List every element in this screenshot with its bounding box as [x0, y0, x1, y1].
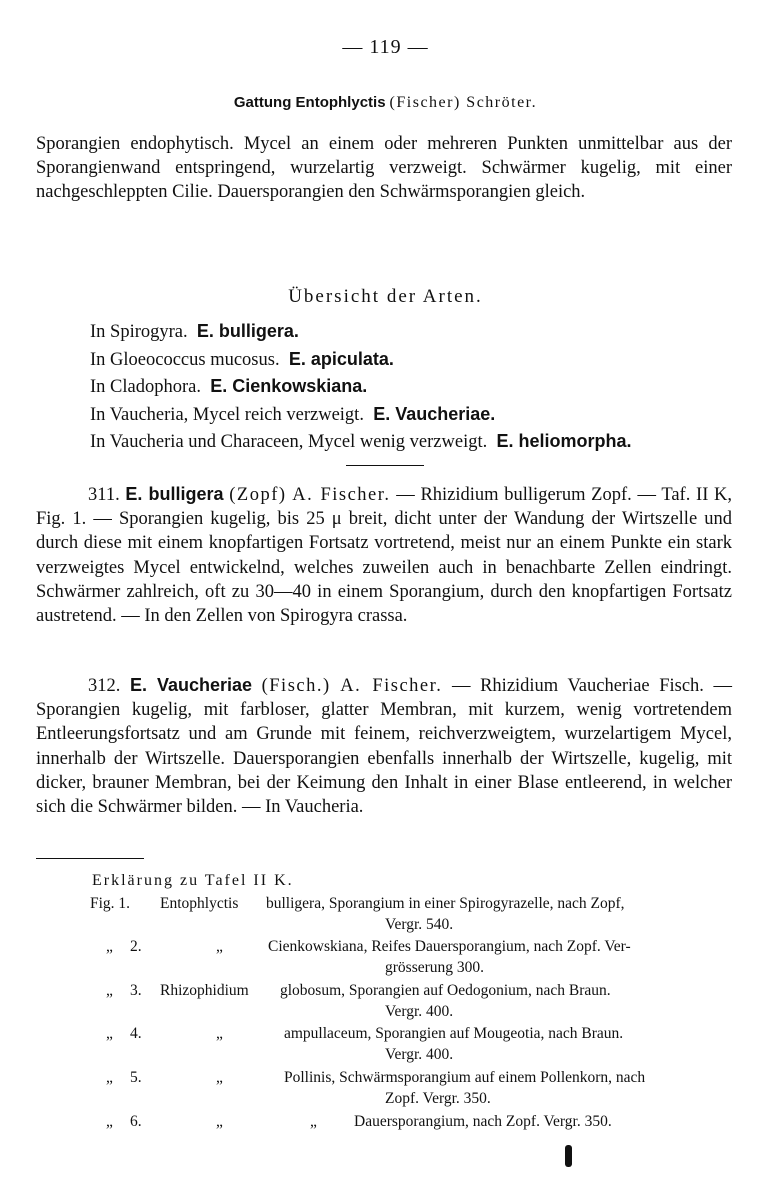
genus-author: (Fischer) Schröter. — [389, 94, 538, 111]
figure-text-cont: grösserung 300. — [385, 959, 485, 976]
ink-blot — [565, 1145, 572, 1167]
ditto-mark: „ — [216, 1025, 223, 1042]
species-name: E. Vaucheriae — [129, 675, 253, 695]
figure-text: globosum, Sporangien auf Oedogonium, nach Braun. — [280, 982, 611, 999]
figure-text: Dauersporangium, nach Zopf. Vergr. 350. — [354, 1113, 612, 1130]
species-name: E. bulligera — [125, 484, 224, 504]
overview-item: In Cladophora. E. Cienkowskiana. — [90, 376, 368, 397]
figure-label: 3. — [130, 982, 142, 999]
overview-item: In Vaucheria, Mycel reich verzweigt. E. Vaucheriae. — [90, 403, 496, 425]
ditto-mark: „ — [106, 1113, 113, 1130]
ditto-mark: „ — [216, 1113, 223, 1130]
species-number: 311. — [88, 485, 120, 505]
overview-item: In Gloeococcus mucosus. E. apiculata. — [90, 348, 394, 370]
section-divider — [346, 465, 424, 466]
genus-heading — [0, 94, 771, 112]
ditto-mark: „ — [106, 1025, 113, 1042]
figure-text-cont: Zopf. Vergr. 350. — [385, 1090, 491, 1107]
species-entry-312 — [36, 673, 732, 819]
species-author2: A. Fischer. — [340, 676, 443, 696]
figure-text-cont: Vergr. 400. — [385, 1046, 454, 1063]
figure-label: 4. — [130, 1025, 142, 1042]
genus-name: Gattung Entophlyctis — [233, 94, 386, 111]
genus-description: Sporangien endophytisch. Mycel an einem oder mehreren Punkten unmittelbar aus der Sporangienwand entspringend, wurzelartig verzweigt. Schwärmer kugelig, mit einer nachgeschleppten Cilie. Dauersporangien den Schwärmsporangien gleich. — [36, 134, 732, 203]
overview-item: In Spirogyra. E. bulligera. — [90, 321, 299, 342]
ditto-mark: „ — [106, 938, 113, 955]
species-number: 312. — [88, 676, 121, 696]
figure-text: Pollinis, Schwärmsporangium auf einem Pollenkorn, nach — [284, 1069, 646, 1086]
ditto-mark: „ — [310, 1113, 317, 1130]
species-text: — Rhizidium bulligerum Zopf. — Taf. II K, Fig. 1. — Sporangien kugelig, bis 25 μ breit, dicht unter der Wandung der Wirtszelle und durch diese mit einem knopfartigen Fortsatz vortretend, meist nur an einem Punkte ein stark verzweigtes Mycel entwickelnd, welches zuweilen auch in benachbarte Zellen eindringt. Schwärmer zahlreich, oft zu 30—40 in einem Sporangium, durch den knopfartigen Fortsatz austretend. — In den Zellen von Spirogyra crassa. — [36, 485, 733, 627]
figure-label: 6. — [130, 1113, 142, 1130]
page-number: — 119 — — [342, 36, 429, 58]
ditto-mark: „ — [106, 982, 113, 999]
plate-explanation-title: Erklärung zu Tafel II K. — [92, 872, 294, 889]
figure-text: bulligera, Sporangium in einer Spirogyrazelle, nach Zopf, — [266, 895, 625, 912]
species-author: (Zopf) — [229, 485, 287, 505]
figure-genus: Rhizophidium — [160, 982, 249, 999]
figure-label: 2. — [130, 938, 142, 955]
footnote-divider — [36, 858, 144, 859]
figure-text-cont: Vergr. 400. — [385, 1003, 454, 1020]
ditto-mark: „ — [216, 938, 223, 955]
figure-text: Cienkowskiana, Reifes Dauersporangium, nach Zopf. Ver- — [268, 938, 631, 955]
overview-title: Übersicht der Arten. — [288, 286, 483, 307]
ditto-mark: „ — [106, 1069, 113, 1086]
overview-item: In Vaucheria und Characeen, Mycel wenig verzweigt. E. heliomorpha. — [90, 431, 632, 452]
figure-genus: Entophlyctis — [160, 895, 239, 912]
species-text: — Rhizidium Vaucheriae Fisch. — Sporangien kugelig, mit farbloser, glatter Membran, mit kurzem, wenig vortretendem Entleerungsfortsatz und am Grunde mit feinem, reichverzweigtem, wurzelartigem Mycel, innerhalb der Wirtszelle. Dauersporangien ebenfalls innerhalb der Wirtszelle, kugelig, mit dicker, brauner Membran, bei der Keimung den Inhalt in einer Blase entleerend, in welcher sich die Schwärmer bilden. — In Vaucheria. — [36, 676, 733, 818]
overview-list — [90, 318, 750, 456]
species-author2: A. Fischer. — [292, 485, 391, 505]
species-entry-311 — [36, 482, 732, 628]
figure-label: 5. — [130, 1069, 142, 1086]
figure-text-cont: Vergr. 540. — [385, 916, 454, 933]
species-author: (Fisch.) — [261, 676, 331, 696]
ditto-mark: „ — [216, 1069, 223, 1086]
figure-label: Fig. 1. — [90, 895, 131, 912]
figure-text: ampullaceum, Sporangien auf Mougeotia, nach Braun. — [284, 1025, 624, 1042]
